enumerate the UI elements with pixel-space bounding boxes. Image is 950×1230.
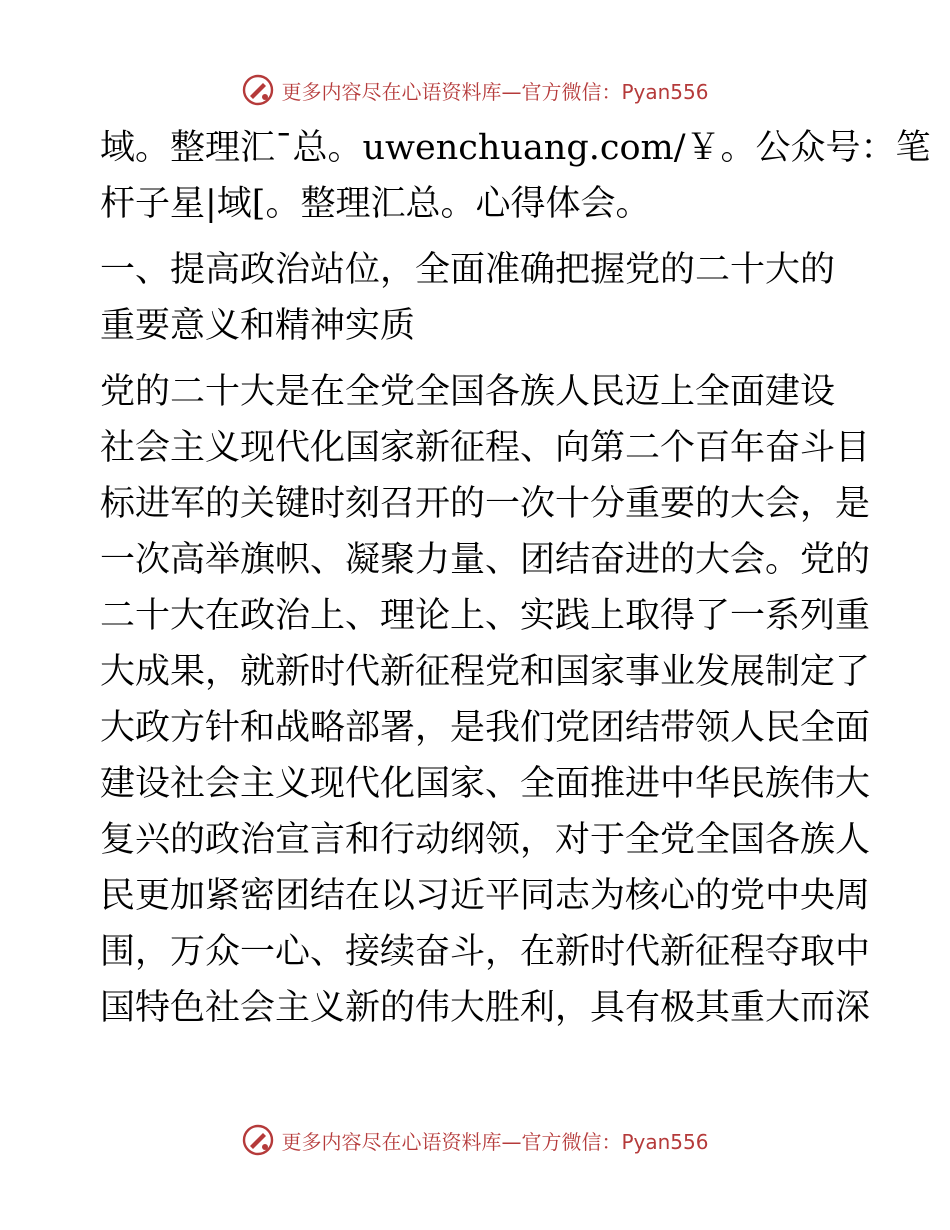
banner-dash: — [501, 79, 522, 104]
banner-dash: — [501, 1129, 522, 1154]
body-line: 建设社会主义现代化国家、全面推进中华民族伟大 [100, 764, 871, 804]
paragraph-gap [100, 232, 860, 242]
intro-line: 域。整理汇¯总。uwenchuang.com/￥。公众号：笔 [100, 128, 931, 168]
intro-line: 杆子星|域[。整理汇总。心得体会。 [100, 184, 651, 224]
document-body [100, 120, 931, 1036]
body-line: 大成果，就新时代新征程党和国家事业发展制定了 [100, 652, 871, 692]
body-line: 社会主义现代化国家新征程、向第二个百年奋斗目 [100, 428, 871, 468]
body-line: 围，万众一心、接续奋斗，在新时代新征程夺取中 [100, 932, 871, 972]
banner-main-text: 更多内容尽在心语资料库 [281, 79, 502, 104]
banner-sub-text: 官方微信：Pyan556 [521, 79, 709, 104]
body-line: 复兴的政治宣言和行动纲领，对于全党全国各族人 [100, 820, 871, 860]
heading-line: 一、提高政治站位，全面准确把握党的二十大的 [100, 250, 836, 290]
body-line: 一次高举旗帜、凝聚力量、团结奋进的大会。党的 [100, 540, 871, 580]
banner-sub-text: 官方微信：Pyan556 [521, 1129, 709, 1154]
banner-text [281, 76, 708, 105]
body-line: 党的二十大是在全党全国各族人民迈上全面建设 [100, 372, 836, 412]
body-line: 标进军的关键时刻召开的一次十分重要的大会，是 [100, 484, 871, 524]
banner-text [281, 1126, 708, 1155]
body-line: 大政方针和战略部署，是我们党团结带领人民全面 [100, 708, 871, 748]
body-line: 二十大在政治上、理论上、实践上取得了一系列重 [100, 596, 871, 636]
footer-banner [0, 1120, 950, 1160]
logo-icon [241, 1123, 275, 1157]
banner-content [241, 73, 708, 107]
logo-icon [241, 73, 275, 107]
banner-content [241, 1123, 708, 1157]
paragraph-gap [100, 354, 860, 364]
heading-line: 重要意义和精神实质 [100, 306, 416, 346]
body-line: 民更加紧密团结在以习近平同志为核心的党中央周 [100, 876, 871, 916]
header-banner [0, 70, 950, 110]
body-line: 国特色社会主义新的伟大胜利，具有极其重大而深 [100, 988, 871, 1028]
banner-main-text: 更多内容尽在心语资料库 [281, 1129, 502, 1154]
